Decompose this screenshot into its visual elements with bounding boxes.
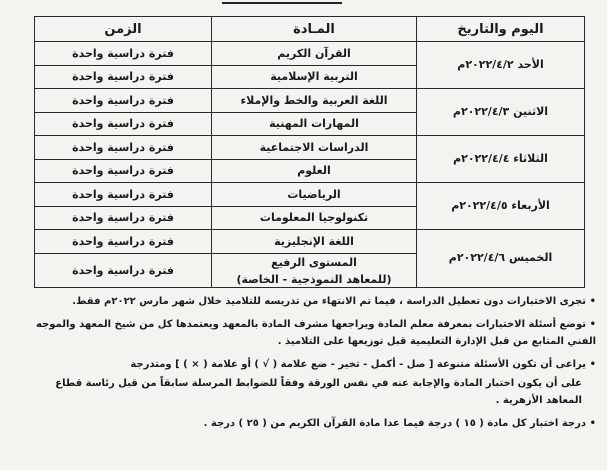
note-item xyxy=(16,356,596,373)
bullet-icon: • xyxy=(589,296,596,307)
time-cell: فترة دراسية واحدة xyxy=(35,230,212,254)
table-row xyxy=(35,42,585,66)
note-item xyxy=(16,293,596,310)
time-cell: فترة دراسية واحدة xyxy=(35,183,212,207)
bullet-icon: • xyxy=(589,319,596,330)
time-cell: فترة دراسية واحدة xyxy=(35,89,212,113)
table-header-row xyxy=(35,17,585,42)
table-row xyxy=(35,136,585,160)
day-cell: الاثنين ٢٠٢٢/٤/٣م xyxy=(417,89,585,136)
time-cell: فترة دراسية واحدة xyxy=(35,42,212,66)
time-cell: فترة دراسية واحدة xyxy=(35,159,212,183)
subject-cell: تكنولوجيا المعلومات xyxy=(212,206,417,230)
note-text: تجرى الاختبارات دون تعطيل الدراسة ، فيما تم الانتهاء من تدريسه للتلاميذ خلال شهر مارس ٢٠٢٢م فقط. xyxy=(72,296,586,307)
exam-schedule-table xyxy=(34,16,585,288)
note-text: يراعى أن تكون الأسئلة متنوعة [ صل - أكمل - تخير - ضع علامة ( √ ) أو علامة ( × ) ] ومتدرجة xyxy=(130,359,586,370)
day-cell: الثلاثاء ٢٠٢٢/٤/٤م xyxy=(417,136,585,183)
table-row xyxy=(35,230,585,254)
title-underline xyxy=(222,2,342,4)
time-cell: فترة دراسية واحدة xyxy=(35,112,212,136)
bullet-icon: • xyxy=(589,359,596,370)
subject-cell: اللغة الإنجليزية xyxy=(212,230,417,254)
header-time: الزمن xyxy=(35,17,212,42)
time-cell: فترة دراسية واحدة xyxy=(35,206,212,230)
note-item xyxy=(16,415,596,432)
note-text: درجة اختبار كل مادة ( ١٥ ) درجة فيما عدا مادة القرآن الكريم من ( ٢٥ ) درجة . xyxy=(203,418,586,429)
subject-cell: الرياضيات xyxy=(212,183,417,207)
subject-cell: العلوم xyxy=(212,159,417,183)
time-cell: فترة دراسية واحدة xyxy=(35,253,212,287)
note-text: توضع أسئلة الاختبارات بمعرفة معلم المادة ويراجعها مشرف المادة بالمعهد ويعتمدها كل من شيخ المعهد والموجه الفني المتابع من قبل الإدارة التعليمية قبل توزيعها على التلاميذ . xyxy=(35,319,596,347)
bullet-icon: • xyxy=(589,418,596,429)
note-item xyxy=(16,316,596,350)
table-row xyxy=(35,183,585,207)
subject-cell: التربية الإسلامية xyxy=(212,65,417,89)
subject-cell: الدراسات الاجتماعية xyxy=(212,136,417,160)
subject-note-cell: (للمعاهد النموذجية - الخاصة) xyxy=(212,272,417,288)
header-day: اليوم والتاريخ xyxy=(417,17,585,42)
time-cell: فترة دراسية واحدة xyxy=(35,65,212,89)
subject-cell: القرآن الكريم xyxy=(212,42,417,66)
subject-cell: اللغة العربية والخط والإملاء xyxy=(212,89,417,113)
notes-section xyxy=(16,293,596,438)
header-subject: المـادة xyxy=(212,17,417,42)
table-row xyxy=(35,89,585,113)
day-cell: الخميس ٢٠٢٢/٤/٦م xyxy=(417,230,585,288)
subject-cell: المهارات المهنية xyxy=(212,112,417,136)
time-cell: فترة دراسية واحدة xyxy=(35,136,212,160)
subject-cell: المستوى الرفيع xyxy=(212,253,417,272)
day-cell: الأربعاء ٢٠٢٢/٤/٥م xyxy=(417,183,585,230)
day-cell: الأحد ٢٠٢٢/٤/٢م xyxy=(417,42,585,89)
note-continuation: على أن يكون اختبار المادة والإجابة عنه في نفس الورقة وفقاً للضوابط المرسلة سابقاً من قبل رئاسة قطاع المعاهد الأزهرية . xyxy=(55,378,582,406)
